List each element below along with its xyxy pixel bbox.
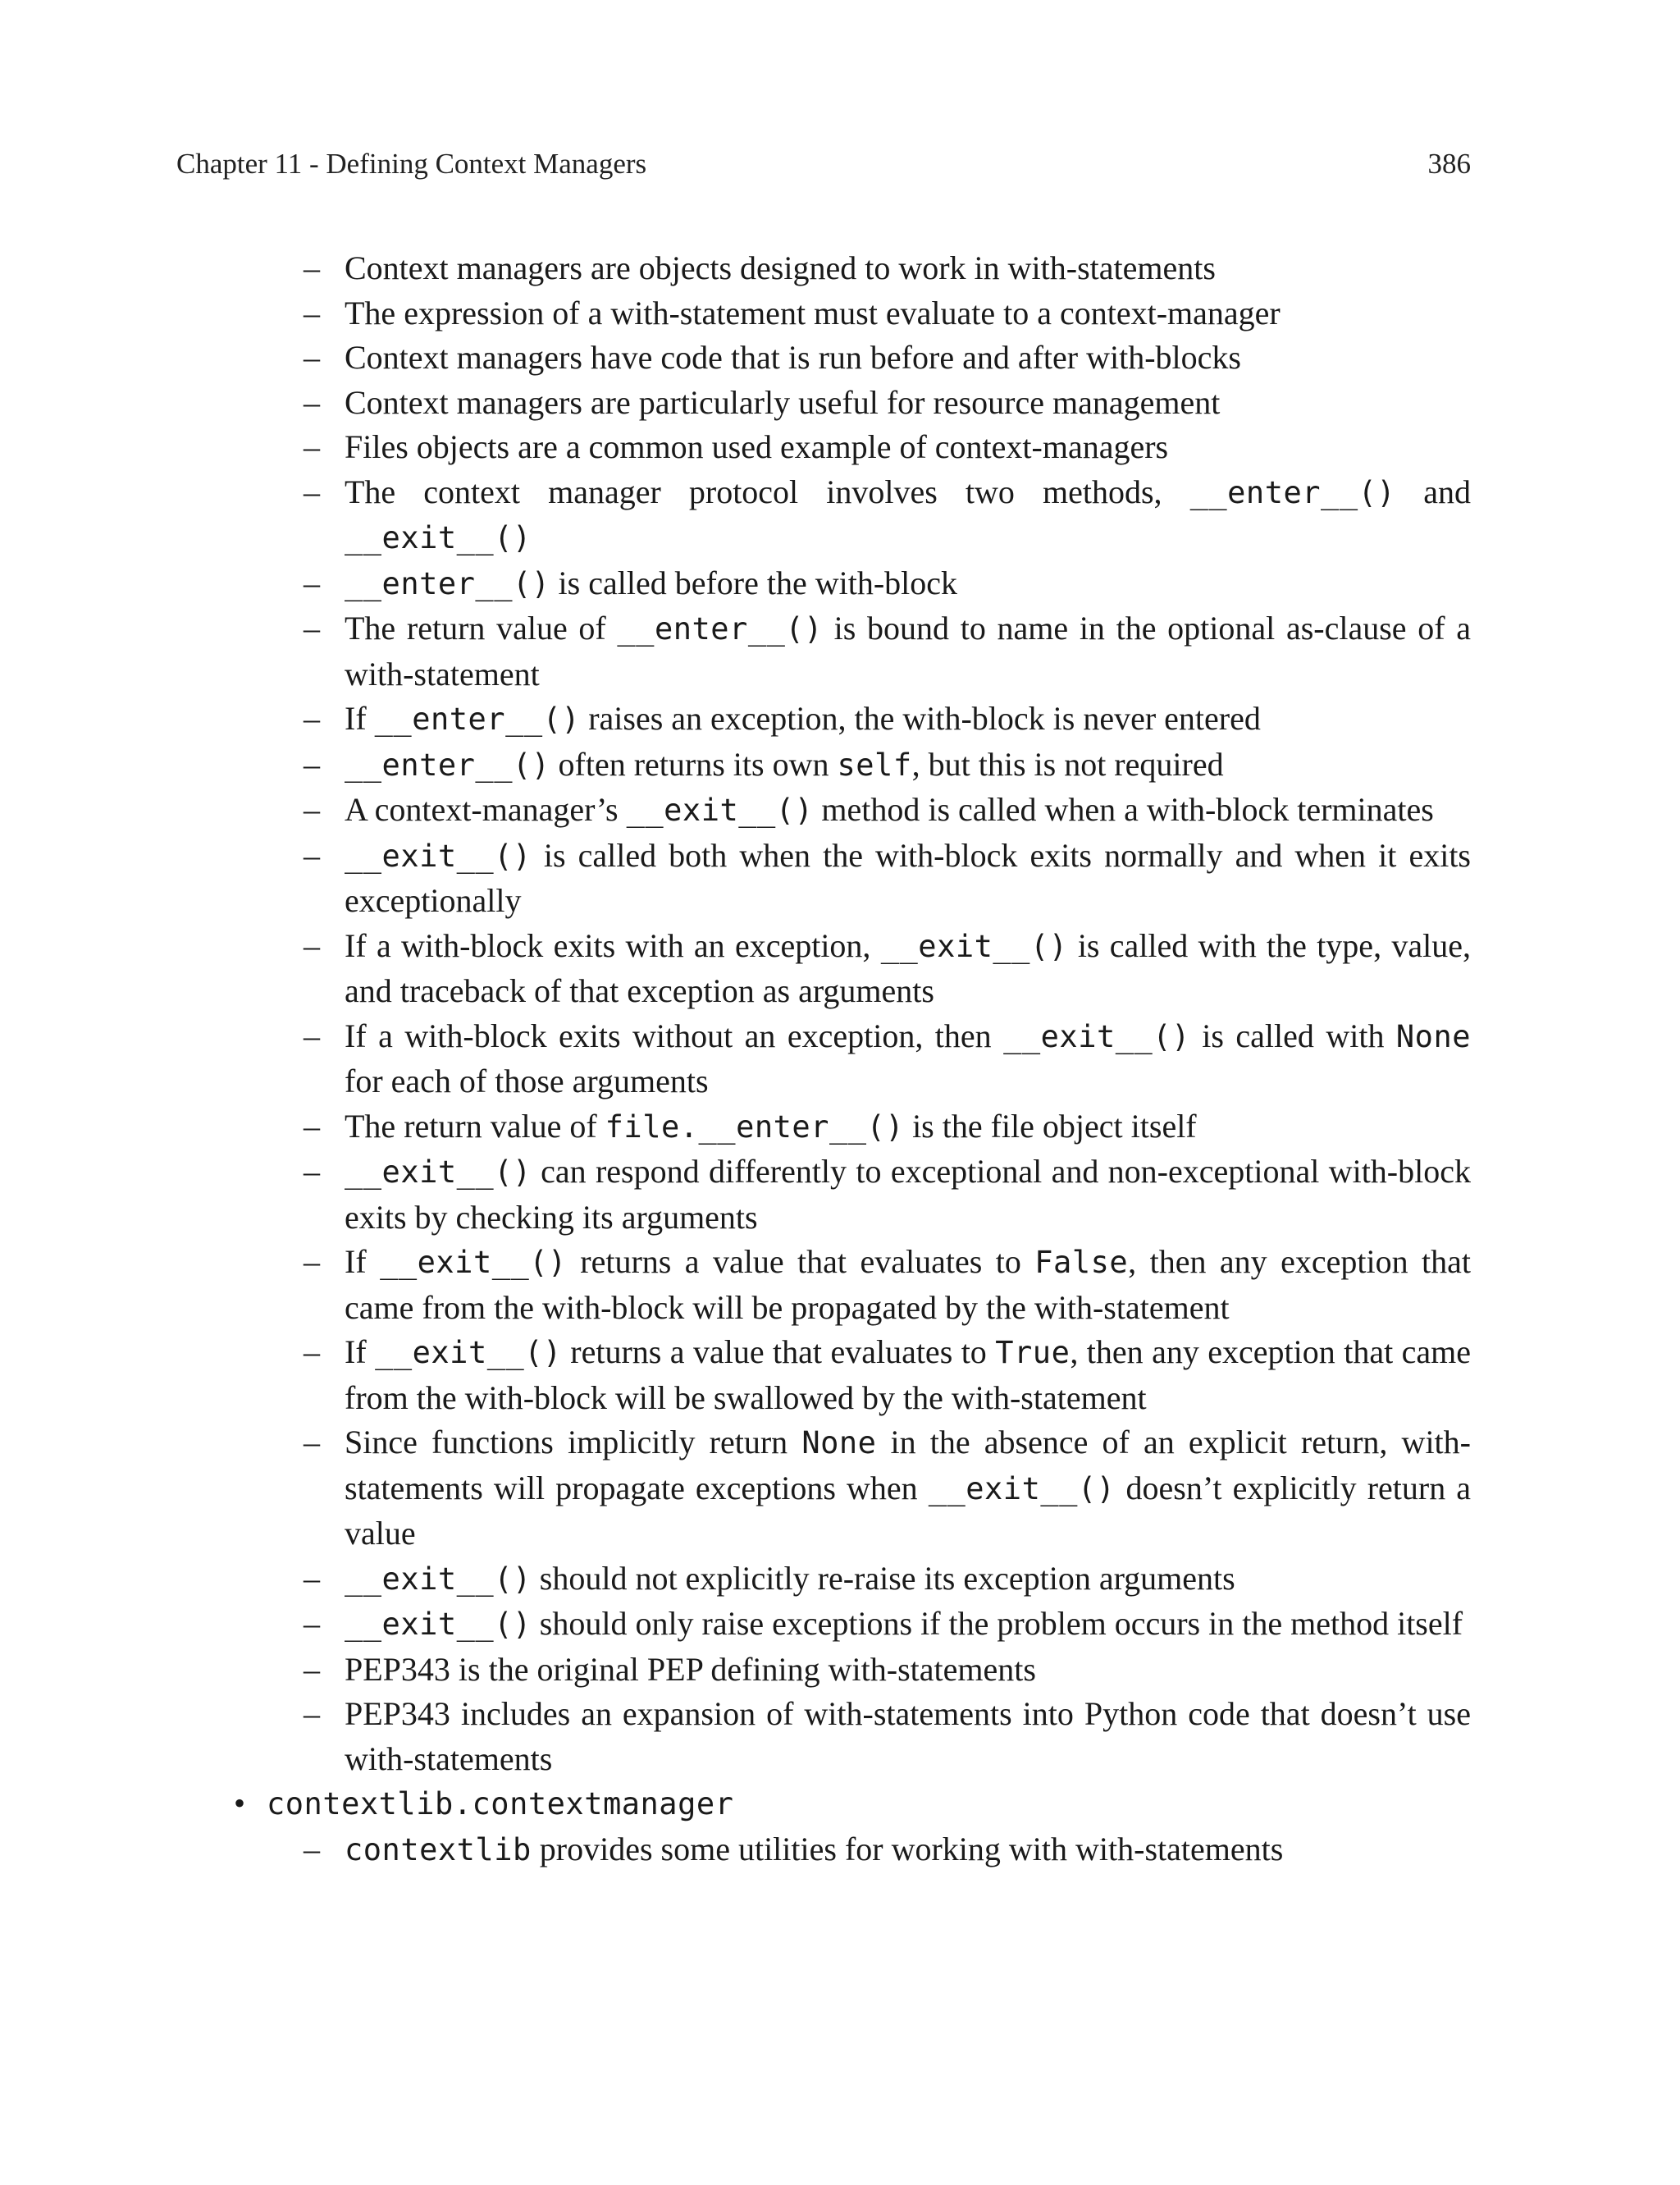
list-item: – contextlib provides some utilities for working with with-statements — [345, 1827, 1471, 1873]
inline-code: __enter__() — [617, 611, 823, 647]
inline-code: file.__enter__() — [605, 1108, 905, 1145]
list-item: – The return value of file.__enter__() is the file object itself — [345, 1104, 1471, 1150]
list-item: – __exit__() is called both when the with-block exits normally and when it exits exceptionally — [345, 834, 1471, 924]
inline-code: __exit__() — [928, 1470, 1116, 1506]
list-item: – Context managers are particularly useful for resource management — [345, 381, 1471, 426]
inline-code: __enter__() — [374, 702, 581, 737]
list-item: – If __exit__() returns a value that evaluates to True, then any exception that came from the with-block will be swallowed by the with-statement — [345, 1330, 1471, 1420]
inline-code: __exit__() — [880, 928, 1068, 964]
inline-code: __exit__() — [345, 1154, 532, 1190]
list-item: – If a with-block exits with an exception, __exit__() is called with the type, value, and traceback of that exception as arguments — [345, 924, 1471, 1014]
inline-code: __enter__() — [345, 565, 550, 601]
list-item: – PEP343 includes an expansion of with-statements into Python code that doesn’t use with-statements — [345, 1692, 1471, 1781]
inline-code: __exit__() — [380, 1245, 567, 1280]
inline-code: __enter__() — [345, 747, 550, 783]
list-item: – The return value of __enter__() is bound to name in the optional as-clause of a with-statement — [345, 606, 1471, 697]
summary-top-list — [0, 1781, 1680, 1827]
list-item: – PEP343 is the original PEP defining with-statements — [345, 1648, 1471, 1693]
list-item: – __exit__() should not explicitly re-raise its exception arguments — [345, 1556, 1471, 1602]
list-item: – Since functions implicitly return None in the absence of an explicit return, with-statements will propagate exceptions when __exit__() doesn’t explicitly return a value — [345, 1420, 1471, 1556]
inline-code: None — [1395, 1018, 1472, 1054]
inline-code: __exit__() — [345, 1607, 532, 1642]
list-item: – The expression of a with-statement must evaluate to a context-manager — [345, 291, 1471, 336]
chapter-title: Chapter 11 - Defining Context Managers — [176, 148, 647, 180]
list-item: – Files objects are a common used example of context-managers — [345, 425, 1471, 470]
inline-code: contextlib — [345, 1831, 532, 1867]
summary-content — [0, 246, 1680, 1872]
list-item: – __enter__() is called before the with-block — [345, 561, 1471, 607]
inline-code: __exit__() — [345, 520, 532, 555]
inline-code: __enter__() — [1189, 474, 1396, 510]
list-item: – __exit__() should only raise exceptions if the problem occurs in the method itself — [345, 1602, 1471, 1648]
inline-code: __exit__() — [626, 793, 814, 828]
inline-code: self — [837, 747, 912, 783]
summary-sub-list — [0, 246, 1680, 1781]
list-item: – If __exit__() returns a value that evaluates to False, then any exception that came from the with-block will be propagated by the with-statement — [345, 1240, 1471, 1330]
inline-code: True — [995, 1335, 1071, 1370]
inline-code: False — [1034, 1245, 1129, 1280]
list-item: – The context manager protocol involves two methods, __enter__() and __exit__() — [345, 470, 1471, 561]
list-item: – __enter__() often returns its own self, but this is not required — [345, 743, 1471, 789]
inline-code: None — [801, 1425, 877, 1460]
summary-sub-list-2 — [0, 1827, 1680, 1873]
list-item: – If __enter__() raises an exception, the with-block is never entered — [345, 697, 1471, 743]
list-item: – If a with-block exits without an exception, then __exit__() is called with None for each of those arguments — [345, 1014, 1471, 1104]
section-code-label: contextlib.contextmanager — [267, 1786, 734, 1822]
page-number: 386 — [1427, 148, 1471, 180]
list-item-bullet — [267, 1781, 1680, 1827]
inline-code: __exit__() — [1003, 1018, 1190, 1054]
inline-code: __exit__() — [345, 838, 532, 874]
list-item: – Context managers have code that is run before and after with-blocks — [345, 336, 1471, 381]
list-item: – Context managers are objects designed to work in with-statements — [345, 246, 1471, 291]
inline-code: __exit__() — [345, 1561, 532, 1597]
list-item: – __exit__() can respond differently to exceptional and non-exceptional with-block exits by checking its arguments — [345, 1150, 1471, 1240]
list-item: – A context-manager’s __exit__() method is called when a with-block terminates — [345, 788, 1471, 834]
inline-code: __exit__() — [375, 1335, 562, 1370]
